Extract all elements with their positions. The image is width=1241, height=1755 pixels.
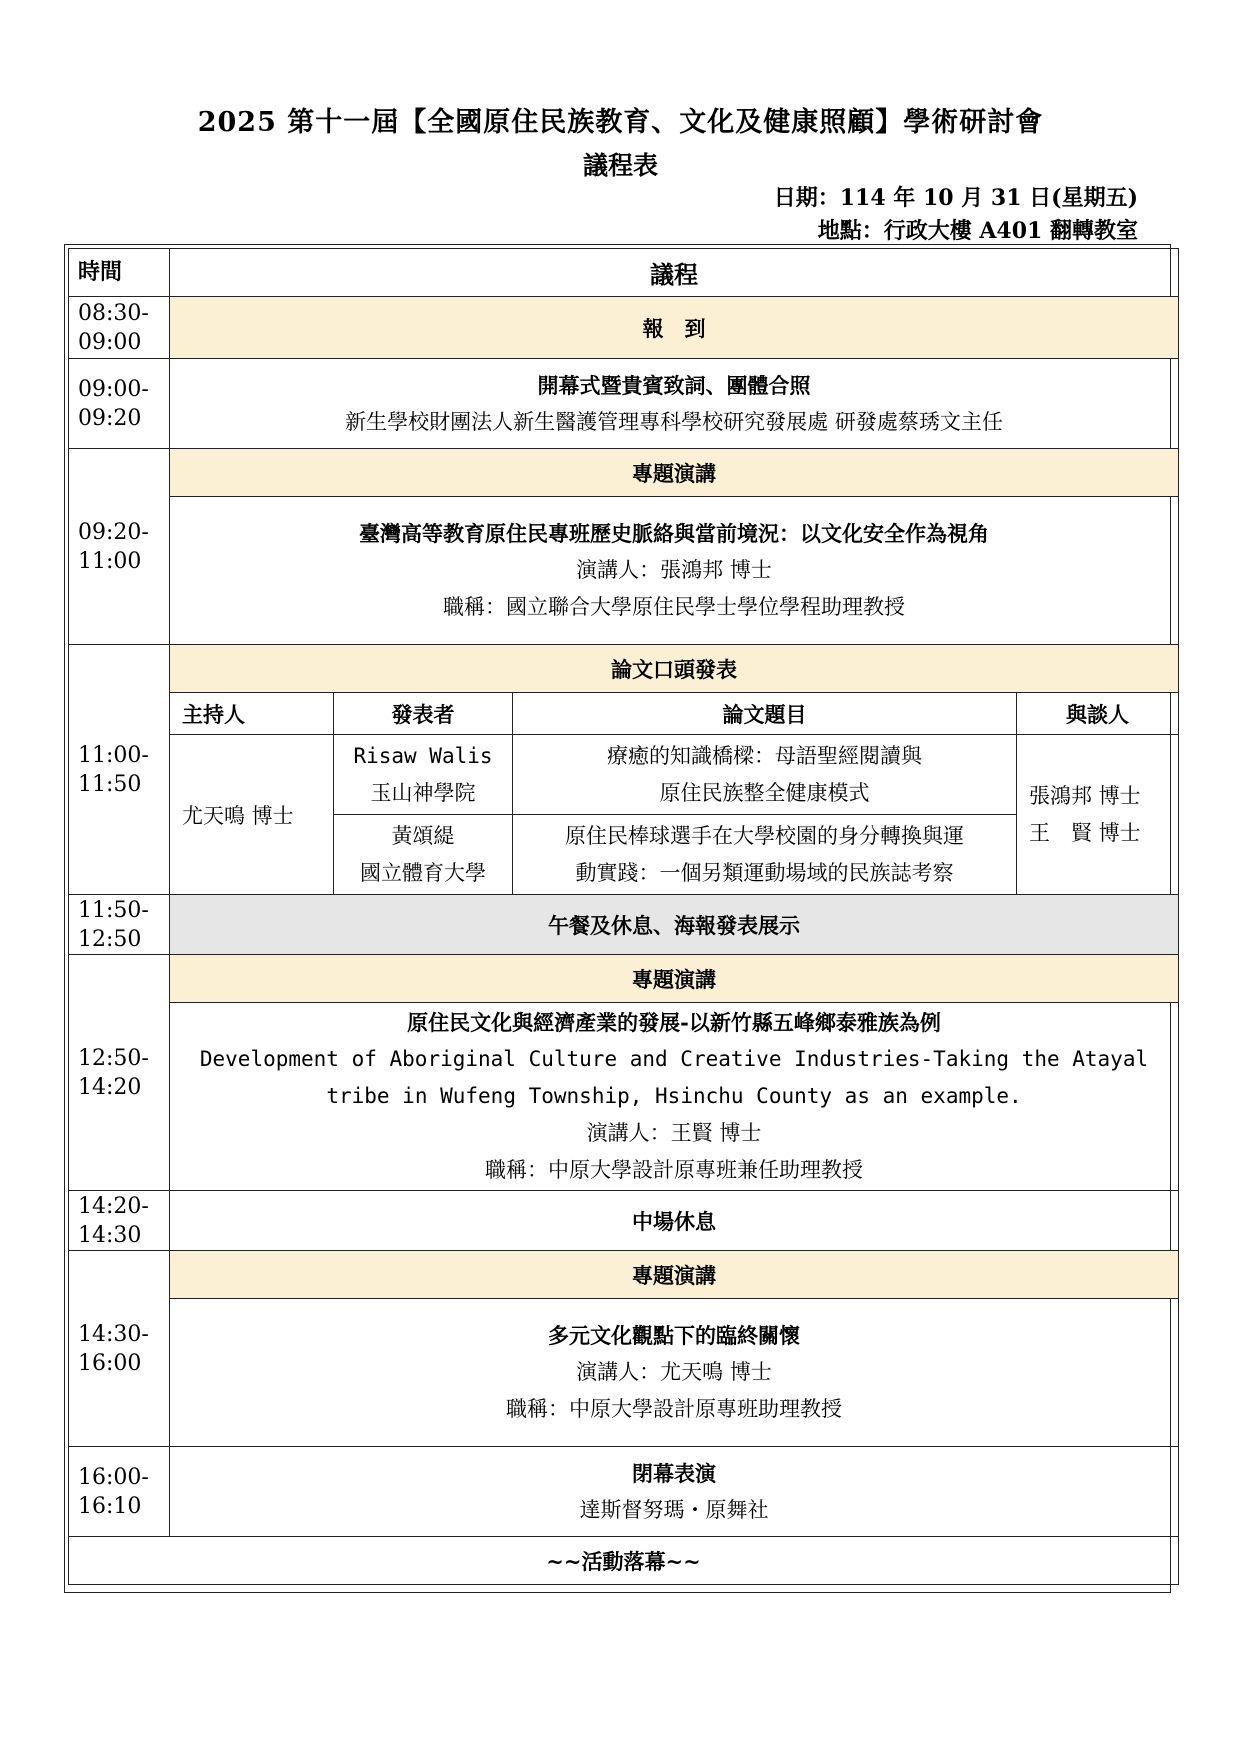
keynote1-label: 專題演講 [170, 449, 1179, 497]
keynote3-label: 專題演講 [170, 1251, 1179, 1299]
keynote2-english-line1: Development of Aboriginal Culture and Creative Industries-Taking the Atayal [199, 1047, 1149, 1071]
row-checkin [69, 297, 1179, 359]
time-cell: 09:00- 09:20 [69, 359, 170, 449]
discussant-1: 張鴻邦 博士 [1029, 783, 1141, 808]
papers-header-topic: 論文題目 [513, 693, 1017, 735]
paper2-topic-line2: 動實踐：一個另類運動場域的民族誌考察 [575, 860, 954, 885]
paper2-presenter: 黃頌緹 [391, 823, 455, 848]
opening-title: 開幕式暨貴賓致詞、團體合照 [537, 372, 811, 398]
row-break [69, 1191, 1179, 1251]
row-opening [69, 359, 1179, 449]
paper2-presenter-cell [334, 815, 513, 895]
page-subtitle: 議程表 [582, 151, 658, 180]
keynote2-english-line2: tribe in Wufeng Township, Hsinchu County as an example. [326, 1084, 1022, 1108]
row-paper-1 [69, 735, 1179, 815]
papers-header-presenter: 發表者 [334, 693, 513, 735]
keynote1-topic: 臺灣高等教育原住民專班歷史脈絡與當前境況：以文化安全作為視角 [359, 521, 989, 546]
checkin-title: 報 到 [170, 297, 1179, 359]
papers-header-discussant: 與談人 [1017, 693, 1179, 735]
row-keynote3-label [69, 1251, 1179, 1299]
agenda-table [68, 248, 1179, 1585]
keynote2-position: 職稱：中原大學設計原專班兼任助理教授 [485, 1158, 863, 1182]
paper2-affiliation: 國立體育大學 [360, 860, 486, 885]
keynote1-position: 職稱：國立聯合大學原住民學士學位學程助理教授 [443, 595, 905, 619]
keynote2-label: 專題演講 [170, 955, 1179, 1003]
row-keynote1-label [69, 449, 1179, 497]
keynote3-position: 職稱：中原大學設計原專班助理教授 [506, 1397, 842, 1421]
time-cell: 11:50- 12:50 [69, 895, 170, 955]
break-title: 中場休息 [170, 1191, 1179, 1251]
closing-title: 閉幕表演 [632, 1460, 716, 1486]
paper1-topic-line1: 療癒的知識橋樑：母語聖經閱讀與 [607, 743, 922, 768]
closing-desc: 達斯督努瑪・原舞社 [579, 1497, 769, 1522]
papers-discussants [1017, 735, 1179, 895]
discussant-2: 王 賢 博士 [1029, 820, 1141, 845]
papers-header-host: 主持人 [170, 693, 334, 735]
keynote2-topic: 原住民文化與經濟產業的發展-以新竹縣五峰鄉泰雅族為例 [407, 1010, 941, 1035]
papers-host: 尤天鳴 博士 [170, 735, 334, 895]
lunch-title: 午餐及休息、海報發表展示 [170, 895, 1179, 955]
time-cell: 11:00- 11:50 [69, 645, 170, 895]
table-header-row [69, 249, 1179, 297]
row-papers-label [69, 645, 1179, 693]
paper1-presenter-cell [334, 735, 513, 815]
row-keynote1 [69, 497, 1179, 645]
keynote2-cell [170, 1003, 1179, 1191]
event-location: 地點：行政大樓 A401 翻轉教室 [817, 218, 1138, 244]
opening-cell [170, 359, 1179, 449]
paper1-presenter: Risaw Walis [353, 743, 493, 768]
paper2-topic-line1: 原住民棒球選手在大學校園的身分轉換與運 [565, 823, 964, 848]
row-keynote2-label [69, 955, 1179, 1003]
time-cell: 09:20- 11:00 [69, 449, 170, 645]
paper1-topic-line2: 原住民族整全健康模式 [659, 780, 870, 805]
row-end [69, 1537, 1179, 1585]
keynote3-topic: 多元文化觀點下的臨終關懷 [548, 1323, 800, 1348]
col-agenda-header: 議程 [170, 249, 1179, 297]
row-keynote3 [69, 1299, 1179, 1447]
closing-cell [170, 1447, 1179, 1537]
end-title: ~~活動落幕~~ [69, 1537, 1179, 1585]
row-keynote2 [69, 1003, 1179, 1191]
row-closing [69, 1447, 1179, 1537]
paper1-affiliation: 玉山神學院 [370, 780, 476, 805]
event-date: 日期：114 年 10 月 31 日(星期五) [773, 185, 1138, 211]
keynote2-speaker: 演講人：王賢 博士 [586, 1121, 762, 1145]
keynote1-cell [170, 497, 1179, 645]
paper2-topic-cell [513, 815, 1017, 895]
time-cell: 14:20- 14:30 [69, 1191, 170, 1251]
opening-desc: 新生學校財團法人新生醫護管理專科學校研究發展處 研發處蔡琇文主任 [345, 409, 1003, 434]
papers-label: 論文口頭發表 [170, 645, 1179, 693]
time-cell: 08:30- 09:00 [69, 297, 170, 359]
keynote3-cell [170, 1299, 1179, 1447]
col-time-header: 時間 [69, 249, 170, 297]
time-cell: 14:30- 16:00 [69, 1251, 170, 1447]
row-papers-headers [69, 693, 1179, 735]
row-lunch [69, 895, 1179, 955]
paper1-topic-cell [513, 735, 1017, 815]
keynote1-speaker: 演講人：張鴻邦 博士 [576, 558, 772, 582]
page-title: 2025 第十一屆【全國原住民族教育、文化及健康照顧】學術研討會 [197, 107, 1044, 138]
time-cell: 12:50- 14:20 [69, 955, 170, 1191]
time-cell: 16:00- 16:10 [69, 1447, 170, 1537]
keynote3-speaker: 演講人：尤天鳴 博士 [576, 1360, 772, 1384]
